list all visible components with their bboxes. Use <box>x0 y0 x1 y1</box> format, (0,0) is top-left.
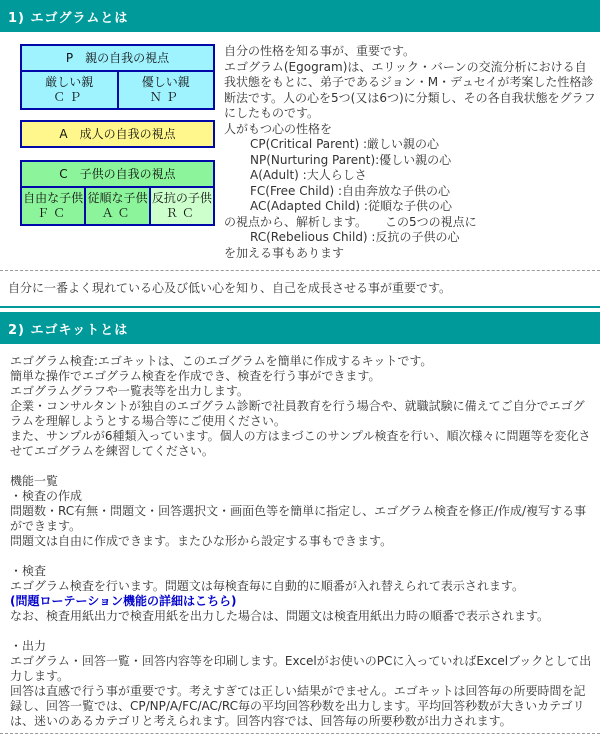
cell-cp-code: ＣＰ <box>53 90 86 104</box>
intro-line: 人がもつ心の性格を <box>224 121 333 136</box>
egokit-intro-line: 簡単な操作でエゴグラム検査を作成でき、検査を行う事ができます。 <box>10 369 381 383</box>
feature-output-line: 回答は直感で行う事が重要です。考えすぎては正しい結果がでません。エゴキットは回答毎の所要時間を記録し、回答一覧では、CP/NP/A/FC/AC/RC毎の平均回答秒数を出力します。平均回答秒数が大きいカテゴリは、迷いのあるカテゴリと考えられます。回答内容では、回答毎の所要秒数が出力されます。 <box>10 684 586 728</box>
adult-table-title: A 成人の自我の視点 <box>21 121 214 147</box>
adult-table <box>20 120 215 148</box>
feature-exam-title: ・検査 <box>10 564 47 578</box>
cell-fc-label: 自由な子供 <box>23 191 84 205</box>
feature-output-line: エゴグラム・回答一覧・回答内容等を印刷します。Excelがお使いのPCに入っていればExcelブックとして出力します。 <box>10 654 592 683</box>
cell-ac-code: ＡＣ <box>101 206 134 220</box>
child-table <box>20 160 215 226</box>
cell-rc <box>150 187 214 225</box>
child-table-title: C 子供の自我の視点 <box>21 161 214 187</box>
intro-line: を加える事もあります <box>224 245 345 260</box>
intro-line-a: A(Adult) :大人らしさ <box>250 168 367 182</box>
cell-cp <box>21 71 118 109</box>
spacer <box>10 624 594 639</box>
intro-line-cp: CP(Critical Parent) :厳しい親の心 <box>250 137 440 151</box>
feature-output-title: ・出力 <box>10 639 47 653</box>
cell-fc-code: ＦＣ <box>37 206 70 220</box>
parent-table-title: P 親の自我の視点 <box>21 45 214 71</box>
section1-header: 1) エゴグラムとは <box>0 0 600 32</box>
cell-rc-label: 反抗の子供 <box>151 191 212 205</box>
intro-line-fc: FC(Free Child) :自由奔放な子供の心 <box>250 183 451 198</box>
feature-exam-line: エゴグラム検査を行います。問題文は毎検査毎に自動的に順番が入れ替えられて表示されます。 <box>10 579 524 593</box>
cell-fc <box>21 187 85 225</box>
ego-state-diagram <box>20 44 215 261</box>
feature-create-line: 問題数・RC有無・問題文・回答選択文・画面色等を簡単に指定し、エゴグラム検査を修正/作成/複写する事ができます。 <box>10 504 587 533</box>
cell-ac <box>85 187 149 225</box>
cell-rc-code: ＲＣ <box>165 206 198 220</box>
section1-description <box>224 44 596 261</box>
egokit-intro-line: 企業・コンサルタントが独自のエゴグラム診断で社員教育を行う場合や、就職試験に備えてご自分でエゴグラムを理解しようとする場合等にご使用ください。 <box>10 399 585 428</box>
feature-list-title: 機能一覧 <box>10 474 59 488</box>
feature-exam-line: なお、検査用紙出力で検査用紙を出力した場合は、問題文は検査用紙出力時の順番で表示されます。 <box>10 609 550 623</box>
cell-np <box>118 71 215 109</box>
parent-table <box>20 44 215 110</box>
cell-np-label: 優しい親 <box>141 75 190 89</box>
feature-create-title: ・検査の作成 <box>10 489 83 503</box>
section1-summary: 自分に一番よく現れている心及び低い心を知り、自己を成長させる事が重要です。 <box>8 281 452 295</box>
intro-line-np: NP(Nurturing Parent):優しい親の心 <box>250 152 452 167</box>
spacer <box>10 549 594 564</box>
section2-header: 2) エゴキットとは <box>0 312 600 344</box>
intro-line: 自分の性格を知る事が、重要です。 <box>224 44 416 58</box>
section1-body <box>0 32 600 261</box>
cell-cp-label: 厳しい親 <box>45 75 94 89</box>
egokit-intro-line: また、サンプルが6種類入っています。個人の方はまづこのサンプル検査を行い、順次様々に問題等を変化させてエゴグラムを練習してください。 <box>10 429 591 458</box>
section2-body <box>0 344 600 729</box>
intro-line-ac: AC(Adapted Child) :従順な子供の心 <box>250 199 452 213</box>
intro-line: の視点から、解析します。 この5つの視点に <box>224 214 477 229</box>
intro-line: エゴグラム(Egogram)は、エリック・バーンの交流分析における自我状態をもとに、弟子であるジョン・M・デュセイが考案した性格診断法です。人の心を5つ(又は6つ)に分類し、その各自我状態をグラフにしたものです。 <box>224 59 596 120</box>
problem-rotation-detail-link[interactable]: (問題ローテーション機能の詳細はこちら) <box>10 594 237 608</box>
spacer <box>10 459 594 474</box>
feature-create-line: 問題文は自由に作成できます。またひな形から設定する事もできます。 <box>10 534 393 548</box>
cell-ac-label: 従順な子供 <box>87 191 148 205</box>
intro-line-rc: RC(Rebelious Child) :反抗の子供の心 <box>250 230 460 244</box>
egokit-intro-line: エゴグラム検査:エゴキットは、このエゴグラムを簡単に作成するキットです。 <box>10 354 433 368</box>
cell-np-code: ＮＰ <box>149 90 182 104</box>
egokit-intro-line: エゴグラムグラフや一覧表等を出力します。 <box>10 384 249 398</box>
